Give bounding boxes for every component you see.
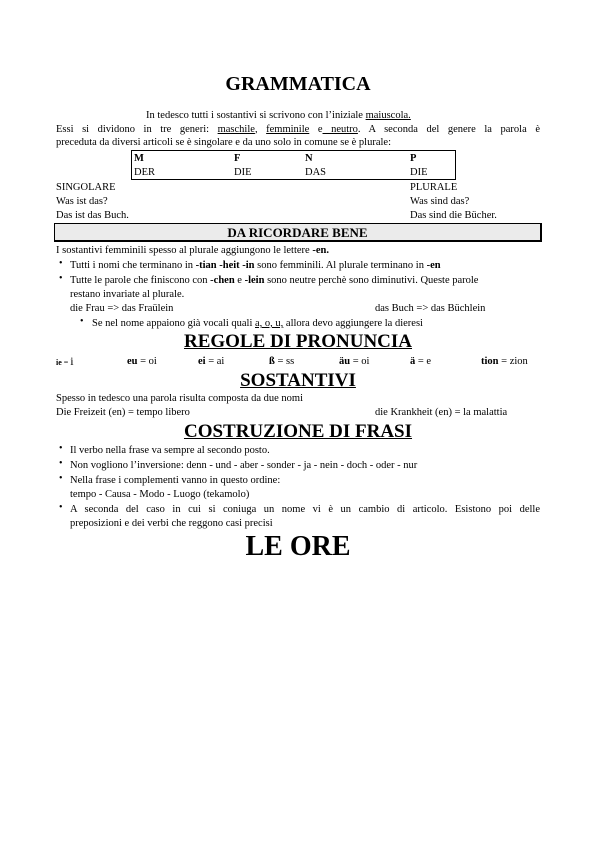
bullet-icon: •: [59, 273, 63, 284]
vowels-aou: a, o, u,: [255, 318, 284, 329]
ricordare-text: I sostantivi femminili spesso al plurale aggiungono le lettere: [56, 245, 313, 256]
article-die-plural: DIE: [410, 167, 428, 178]
rule-key: tion: [481, 356, 499, 367]
costruzione-bullet-2: Non vogliono l’inversione: denn - und - aber - sonder - ja - nein - doch - oder - nur: [70, 460, 418, 471]
ricordare-text: e: [234, 275, 245, 286]
ending-en: -en.: [312, 245, 329, 256]
rule-key: äu: [339, 356, 351, 367]
bullet-icon: •: [59, 473, 63, 484]
example-freizeit: Die Freizeit (en) = tempo libero: [56, 407, 190, 418]
rule-key: ei: [198, 356, 206, 367]
costruzione-bullet-3: Nella frase i complementi vanno in questo ordine:: [70, 475, 281, 486]
pronuncia-rule-tion: [481, 355, 528, 368]
conj: e: [309, 124, 323, 135]
costruzione-bullet-4: A seconda del caso in cui si coniuga un nome vi è un cambio di articolo. Esistono poi delle: [70, 504, 540, 515]
pronuncia-rule-eu: [127, 355, 157, 368]
endings-feminine: -tian -heit -in: [195, 260, 255, 271]
ricordare-bullet-2: [70, 274, 478, 287]
bullet-icon: •: [59, 258, 63, 269]
gender-letter-m: M: [134, 153, 144, 164]
singular-question: Was ist das?: [56, 196, 108, 207]
ricordare-sub-bullet: [92, 317, 423, 330]
ricordare-text: sono femminili. Al plurale terminano in: [254, 260, 427, 271]
costruzione-title: COSTRUZIONE DI FRASI: [183, 421, 413, 442]
rule-key: eu: [127, 356, 138, 367]
ricordare-line-1: [56, 244, 329, 257]
rule-eq: =: [274, 356, 287, 367]
sostantivi-title: SOSTANTIVI: [240, 370, 356, 391]
ricordare-banner: DA RICORDARE BENE: [54, 223, 542, 242]
singular-answer: Das ist das Buch.: [56, 210, 129, 221]
plural-question: Was sind das?: [410, 196, 470, 207]
ending-chen: -chen: [210, 275, 235, 286]
article-die: DIE: [234, 167, 252, 178]
costruzione-bullet-3-cont: tempo - Causa - Modo - Luogo (tekamolo): [70, 489, 250, 500]
page-title: GRAMMATICA: [225, 73, 371, 95]
ending-lein: -lein: [244, 275, 265, 286]
rule-eq: =: [61, 358, 71, 367]
intro-line-1: [146, 109, 411, 122]
rule-eq: =: [350, 356, 362, 367]
rule-val: zion: [509, 356, 528, 367]
pronuncia-rule-ie: [56, 355, 74, 369]
pronuncia-rule-ss: [269, 355, 294, 368]
intro-line-3: preceduta da diversi articoli se è singolare e da uno solo in comune se è plurale:: [56, 137, 392, 148]
pronuncia-title: REGOLE DI PRONUNCIA: [183, 331, 413, 352]
example-frau: die Frau => das Fraülein: [70, 303, 174, 314]
plural-label: PLURALE: [410, 182, 458, 193]
pronuncia-rule-ae: [410, 355, 431, 368]
rule-val: oi: [361, 356, 370, 367]
bullet-icon: •: [59, 443, 63, 454]
ricordare-bullet-1: [70, 259, 441, 272]
gender-letter-n: N: [305, 153, 313, 164]
rule-val: e: [426, 356, 432, 367]
rule-key: ie: [56, 358, 62, 367]
rule-key: ä: [410, 356, 416, 367]
gender-letter-f: F: [234, 153, 241, 164]
rule-val: ss: [286, 356, 295, 367]
pronuncia-rule-aeu: [339, 355, 369, 368]
singular-label: SINGOLARE: [56, 182, 116, 193]
bullet-icon: •: [59, 458, 63, 469]
ending-en-plural: -en: [426, 260, 441, 271]
ricordare-text: sono neutre perchè sono diminutivi. Queste parole: [264, 275, 479, 286]
rule-eq: =: [205, 356, 217, 367]
bullet-icon: •: [80, 316, 84, 327]
intro-text: In tedesco tutti i sostantivi si scrivono con l’iniziale: [146, 110, 366, 121]
ricordare-text: Tutte le parole che finiscono con: [70, 275, 211, 286]
rule-val: i: [70, 354, 74, 368]
comma: ,: [254, 124, 258, 135]
example-krankheit: die Krankheit (en) = la malattia: [375, 407, 508, 418]
maiuscola-word: maiuscola.: [365, 110, 411, 121]
femminile-word: femminile: [266, 124, 310, 135]
bullet-icon: •: [59, 502, 63, 513]
rule-val: ai: [216, 356, 225, 367]
article-der: DER: [134, 167, 155, 178]
ricordare-bullet-2-cont: restano invariate al plurale.: [70, 289, 185, 300]
intro-text: . A seconda del genere la parola è: [357, 124, 540, 135]
rule-val: oi: [148, 356, 157, 367]
example-buch: das Buch => das Büchlein: [375, 303, 486, 314]
ricordare-text: allora devo aggiungere la dieresi: [283, 318, 423, 329]
costruzione-bullet-4-cont: preposizioni e dei verbi che reggono casi precisi: [70, 518, 273, 529]
ricordare-text: Se nel nome appaiono già vocali quali: [92, 318, 255, 329]
plural-answer: Das sind die Bücher.: [410, 210, 497, 221]
pronuncia-rule-ei: [198, 355, 224, 368]
gender-table: [131, 150, 456, 180]
sostantivi-line-1: Spesso in tedesco una parola risulta composta da due nomi: [56, 393, 303, 404]
neutro-word: neutro: [322, 124, 358, 135]
intro-line-2: [56, 123, 540, 136]
ore-title: LE ORE: [245, 531, 351, 562]
article-das: DAS: [305, 167, 327, 178]
maschile-word: maschile: [217, 124, 255, 135]
gender-letter-p: P: [410, 153, 417, 164]
rule-key: ß: [269, 356, 275, 367]
costruzione-bullet-1: Il verbo nella frase va sempre al secondo posto.: [70, 445, 270, 456]
ricordare-text: Tutti i nomi che terminano in: [70, 260, 196, 271]
intro-text: Essi si dividono in tre generi:: [56, 124, 218, 135]
rule-eq: =: [415, 356, 427, 367]
rule-eq: =: [498, 356, 510, 367]
rule-eq: =: [137, 356, 149, 367]
